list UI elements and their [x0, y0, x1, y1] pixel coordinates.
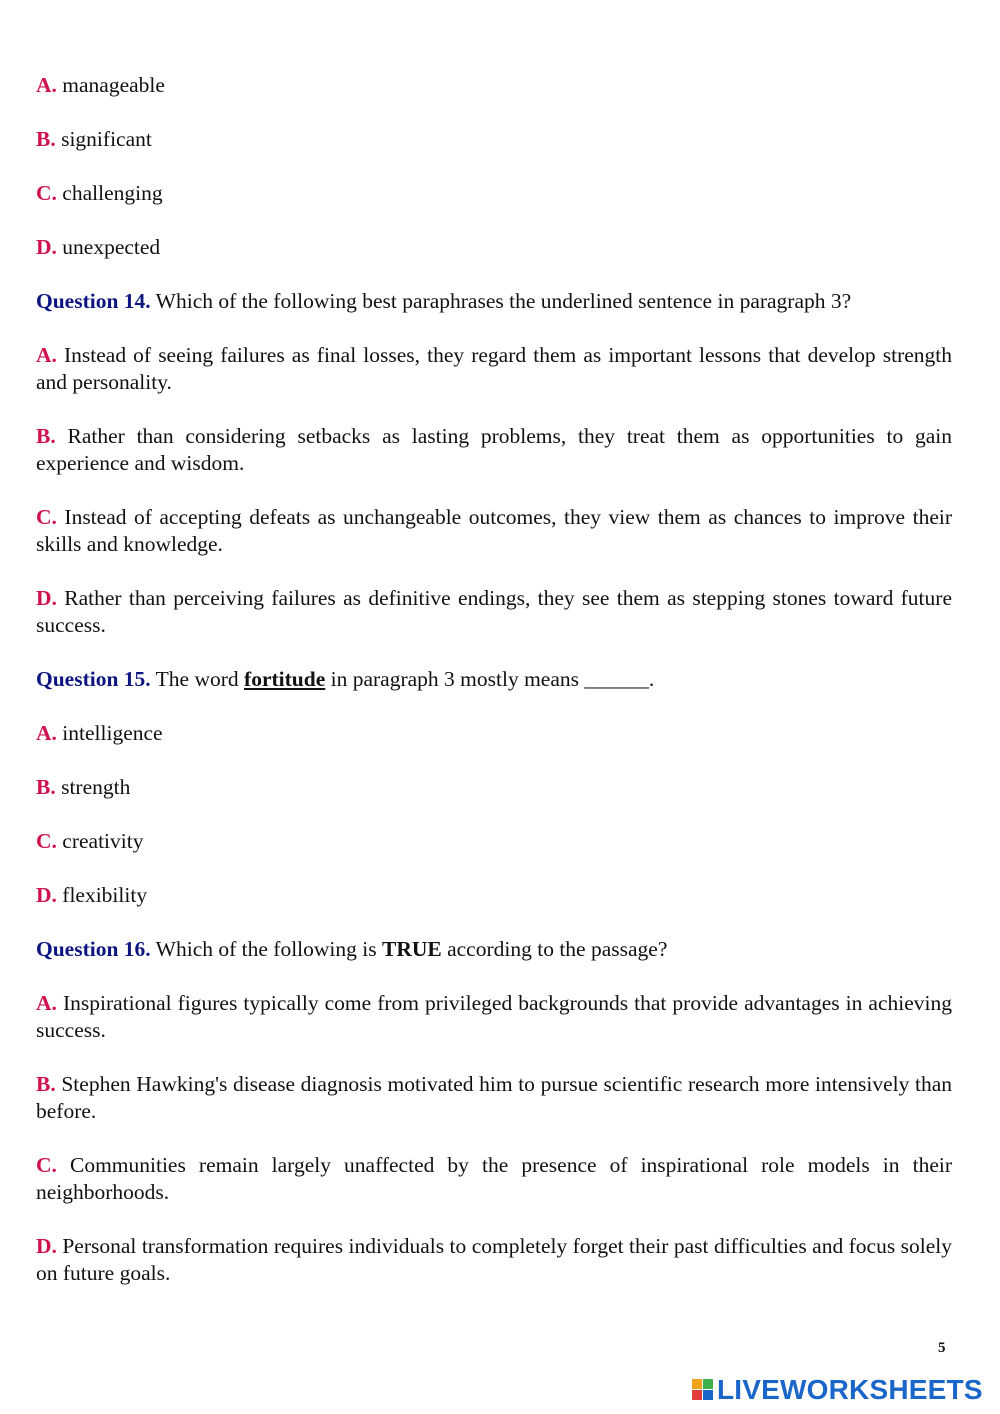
option-text: Rather than perceiving failures as definitive endings, they see them as stepping stones toward future success.	[36, 586, 952, 637]
option-letter: D.	[36, 1234, 57, 1258]
option-letter: B.	[36, 127, 56, 151]
q15-option-c	[36, 828, 952, 855]
question-label: Question 14.	[36, 289, 151, 313]
question-14-stem	[36, 288, 952, 315]
q16-option-d	[36, 1233, 952, 1287]
option-letter: A.	[36, 73, 57, 97]
q14-option-c	[36, 504, 952, 558]
option-text: Instead of accepting defeats as unchangeable outcomes, they view them as chances to improve their skills and knowledge.	[36, 505, 952, 556]
q14-option-a	[36, 342, 952, 396]
option-letter: A.	[36, 991, 57, 1015]
q13-option-d	[36, 234, 952, 261]
option-text: challenging	[56, 181, 163, 205]
option-text: Rather than considering setbacks as lasting problems, they treat them as opportunities to gain experience and wisdom.	[36, 424, 952, 475]
option-letter: D.	[36, 883, 57, 907]
emphasis-word: TRUE	[381, 937, 442, 961]
logo-text: LIVEWORKSHEETS	[717, 1374, 983, 1405]
question-text-before: Which of the following is	[150, 937, 382, 961]
option-letter: B.	[36, 424, 56, 448]
option-letter: D.	[36, 235, 57, 259]
option-text: Communities remain largely unaffected by the presence of inspirational role models in their neighborhoods.	[36, 1153, 952, 1204]
question-text-after: according to the passage?	[441, 937, 668, 961]
option-text: unexpected	[56, 235, 161, 259]
option-letter: A.	[36, 721, 57, 745]
option-letter: C.	[36, 829, 57, 853]
question-15-stem	[36, 666, 952, 693]
question-text-before: The word	[150, 667, 245, 691]
liveworksheets-logo-icon	[692, 1379, 714, 1401]
liveworksheets-logo	[692, 1372, 983, 1408]
option-text: significant	[55, 127, 152, 151]
logo-square	[703, 1379, 713, 1389]
page-number: 5	[938, 1340, 946, 1356]
logo-square	[692, 1390, 702, 1400]
option-text: Inspirational figures typically come from privileged backgrounds that provide advantages in achieving success.	[36, 991, 952, 1042]
q13-option-c	[36, 180, 952, 207]
option-letter: B.	[36, 1072, 56, 1096]
q13-option-a	[36, 72, 952, 99]
option-text: strength	[55, 775, 131, 799]
option-letter: C.	[36, 505, 57, 529]
option-text: intelligence	[56, 721, 163, 745]
q16-option-a	[36, 990, 952, 1044]
option-letter: C.	[36, 1153, 57, 1177]
option-text: creativity	[56, 829, 144, 853]
q15-option-b	[36, 774, 952, 801]
option-letter: D.	[36, 586, 57, 610]
q15-option-d	[36, 882, 952, 909]
question-text: Which of the following best paraphrases the underlined sentence in paragraph 3?	[150, 289, 852, 313]
question-label: Question 16.	[36, 937, 151, 961]
q15-option-a	[36, 720, 952, 747]
question-16-stem	[36, 936, 952, 963]
question-text-after: in paragraph 3 mostly means ______.	[325, 667, 655, 691]
q14-option-b	[36, 423, 952, 477]
q16-option-c	[36, 1152, 952, 1206]
option-letter: C.	[36, 181, 57, 205]
vocabulary-word: fortitude	[244, 667, 326, 691]
logo-square	[692, 1379, 702, 1389]
q16-option-b	[36, 1071, 952, 1125]
option-letter: A.	[36, 343, 57, 367]
q14-option-d	[36, 585, 952, 639]
q13-option-b	[36, 126, 952, 153]
option-letter: B.	[36, 775, 56, 799]
option-text: Personal transformation requires individuals to completely forget their past difficulties and focus solely on future goals.	[36, 1234, 952, 1285]
option-text: manageable	[56, 73, 165, 97]
logo-square	[703, 1390, 713, 1400]
option-text: Instead of seeing failures as final losses, they regard them as important lessons that develop strength and personality.	[36, 343, 952, 394]
question-label: Question 15.	[36, 667, 151, 691]
option-text: Stephen Hawking's disease diagnosis motivated him to pursue scientific research more intensively than before.	[36, 1072, 952, 1123]
option-text: flexibility	[56, 883, 148, 907]
